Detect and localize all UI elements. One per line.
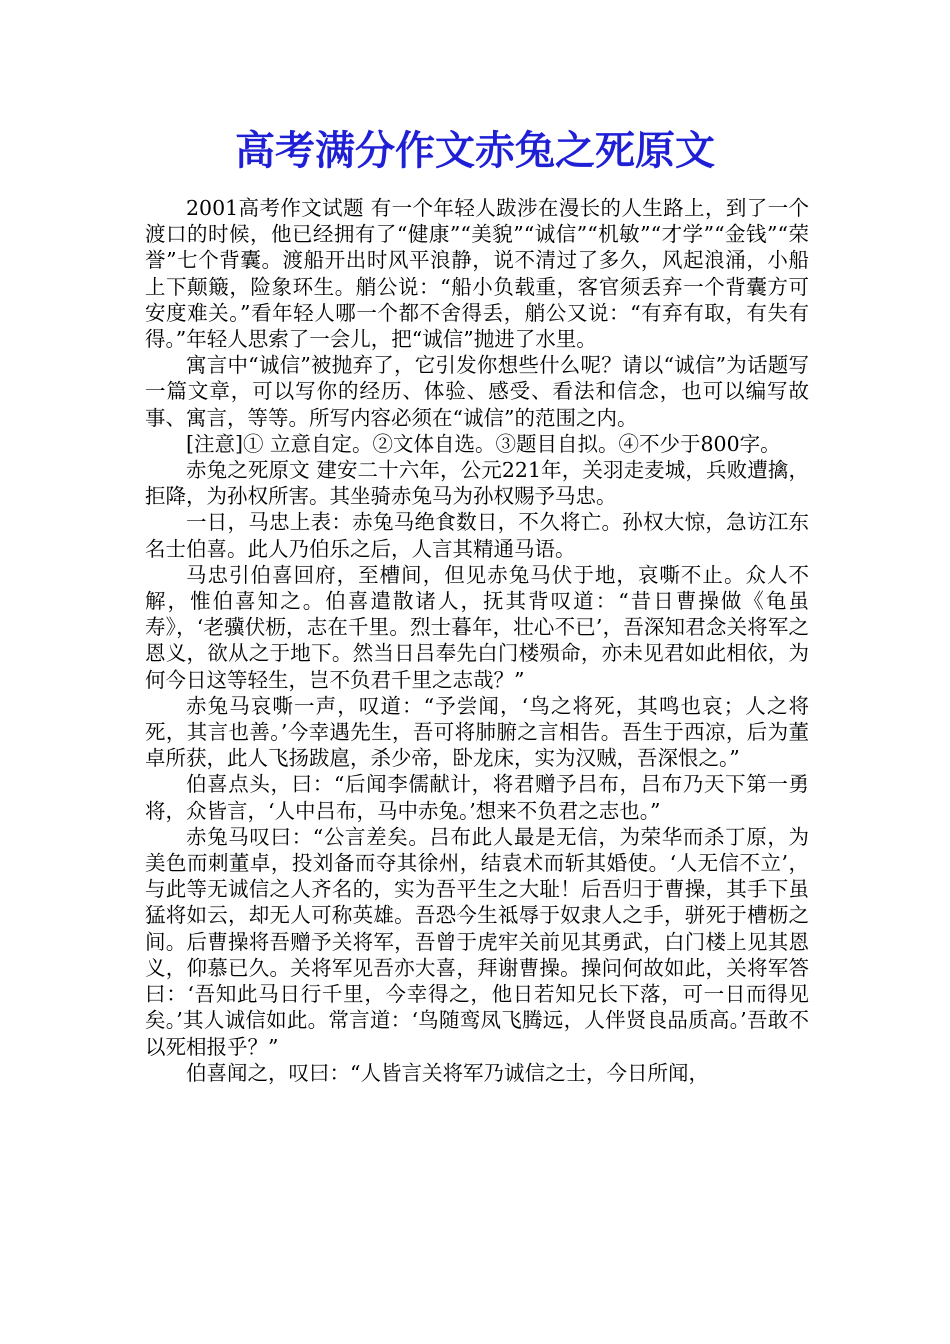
paragraph: 马忠引伯喜回府，至槽间，但见赤兔马伏于地，哀嘶不止。众人不解，惟伯喜知之。伯喜遣散诸人，抚其背叹道：“昔日曹操做《龟虽寿》，‘老骥伏枥，志在千里。烈士暮年，壮心不已’，吾深知君念关将军之恩义，欲从之于地下。然当日吕奉先白门楼殒命，亦未见君如此相依，为何今日这等轻生，岂不负君千里之志哉？” (145, 562, 809, 692)
paragraph: 2001高考作文试题 有一个年轻人跋涉在漫长的人生路上，到了一个渡口的时候，他已经拥有了“健康”“美貌”“诚信”“机敏”“才学”“金钱”“荣誉”七个背囊。渡船开出时风平浪静，说不清过了多久，风起浪涌，小船上下颠簸，险象环生。艄公说：“船小负载重，客官须丢弃一个背囊方可安度难关。”看年轻人哪一个都不舍得丢，艄公又说：“有弃有取，有失有得。”年轻人思索了一会儿，把“诚信”抛进了水里。 (145, 196, 809, 352)
paragraph: 伯喜闻之，叹曰：“人皆言关将军乃诚信之士，今日所闻， (186, 1060, 709, 1085)
paragraph: 赤兔马哀嘶一声，叹道：“予尝闻，‘鸟之将死，其鸣也哀；人之将死，其言也善。’今幸遇先生，吾可将肺腑之言相告。吾生于西凉，后为董卓所获，此人飞扬跋扈，杀少帝，卧龙床，实为汉贼，吾深恨之。” (145, 693, 809, 771)
paragraph: [注意]① 立意自定。②文体自选。③题目自拟。④不少于800字。 (186, 431, 781, 456)
paragraph: 一日，马忠上表：赤兔马绝食数日，不久将亡。孙权大惊，急访江东名士伯喜。此人乃伯乐之后，人言其精通马语。 (145, 510, 809, 561)
paragraph: 寓言中“诚信”被抛弃了，它引发你想些什么呢？请以“诚信”为话题写一篇文章，可以写你的经历、体验、感受、看法和信念，也可以编写故事、寓言，等等。所写内容必须在“诚信”的范围之内。 (145, 353, 809, 430)
document-body (145, 195, 809, 1086)
document-title: 高考满分作文赤兔之死原文 (235, 127, 715, 174)
paragraph: 赤兔马叹曰：“公言差矣。吕布此人最是无信，为荣华而杀丁原，为美色而刺董卓，投刘备而夺其徐州，结袁术而斩其婚使。‘人无信不立’，与此等无诚信之人齐名的，实为吾平生之大耻！后吾归于曹操，其手下虽猛将如云，却无人可称英雄。吾恐今生祗辱于奴隶人之手，骈死于槽枥之间。后曹操将吾赠予关将军，吾曾于虎牢关前见其勇武，白门楼上见其恩义，仰慕已久。关将军见吾亦大喜，拜谢曹操。操问何故如此，关将军答曰：‘吾知此马日行千里，今幸得之，他日若知兄长下落，可一日而得见矣。’其人诚信如此。常言道：‘鸟随鸾凤飞腾远，人伴贤良品质高。’吾敢不以死相报乎？” (145, 824, 809, 1059)
paragraph: 赤兔之死原文 建安二十六年，公元221年，关羽走麦城，兵败遭擒，拒降，为孙权所害。其坐骑赤兔马为孙权赐予马忠。 (145, 458, 809, 509)
paragraph: 伯喜点头，曰：“后闻李儒献计，将君赠予吕布，吕布乃天下第一勇将，众皆言，‘人中吕布，马中赤兔。’想来不负君之志也。” (145, 772, 809, 823)
